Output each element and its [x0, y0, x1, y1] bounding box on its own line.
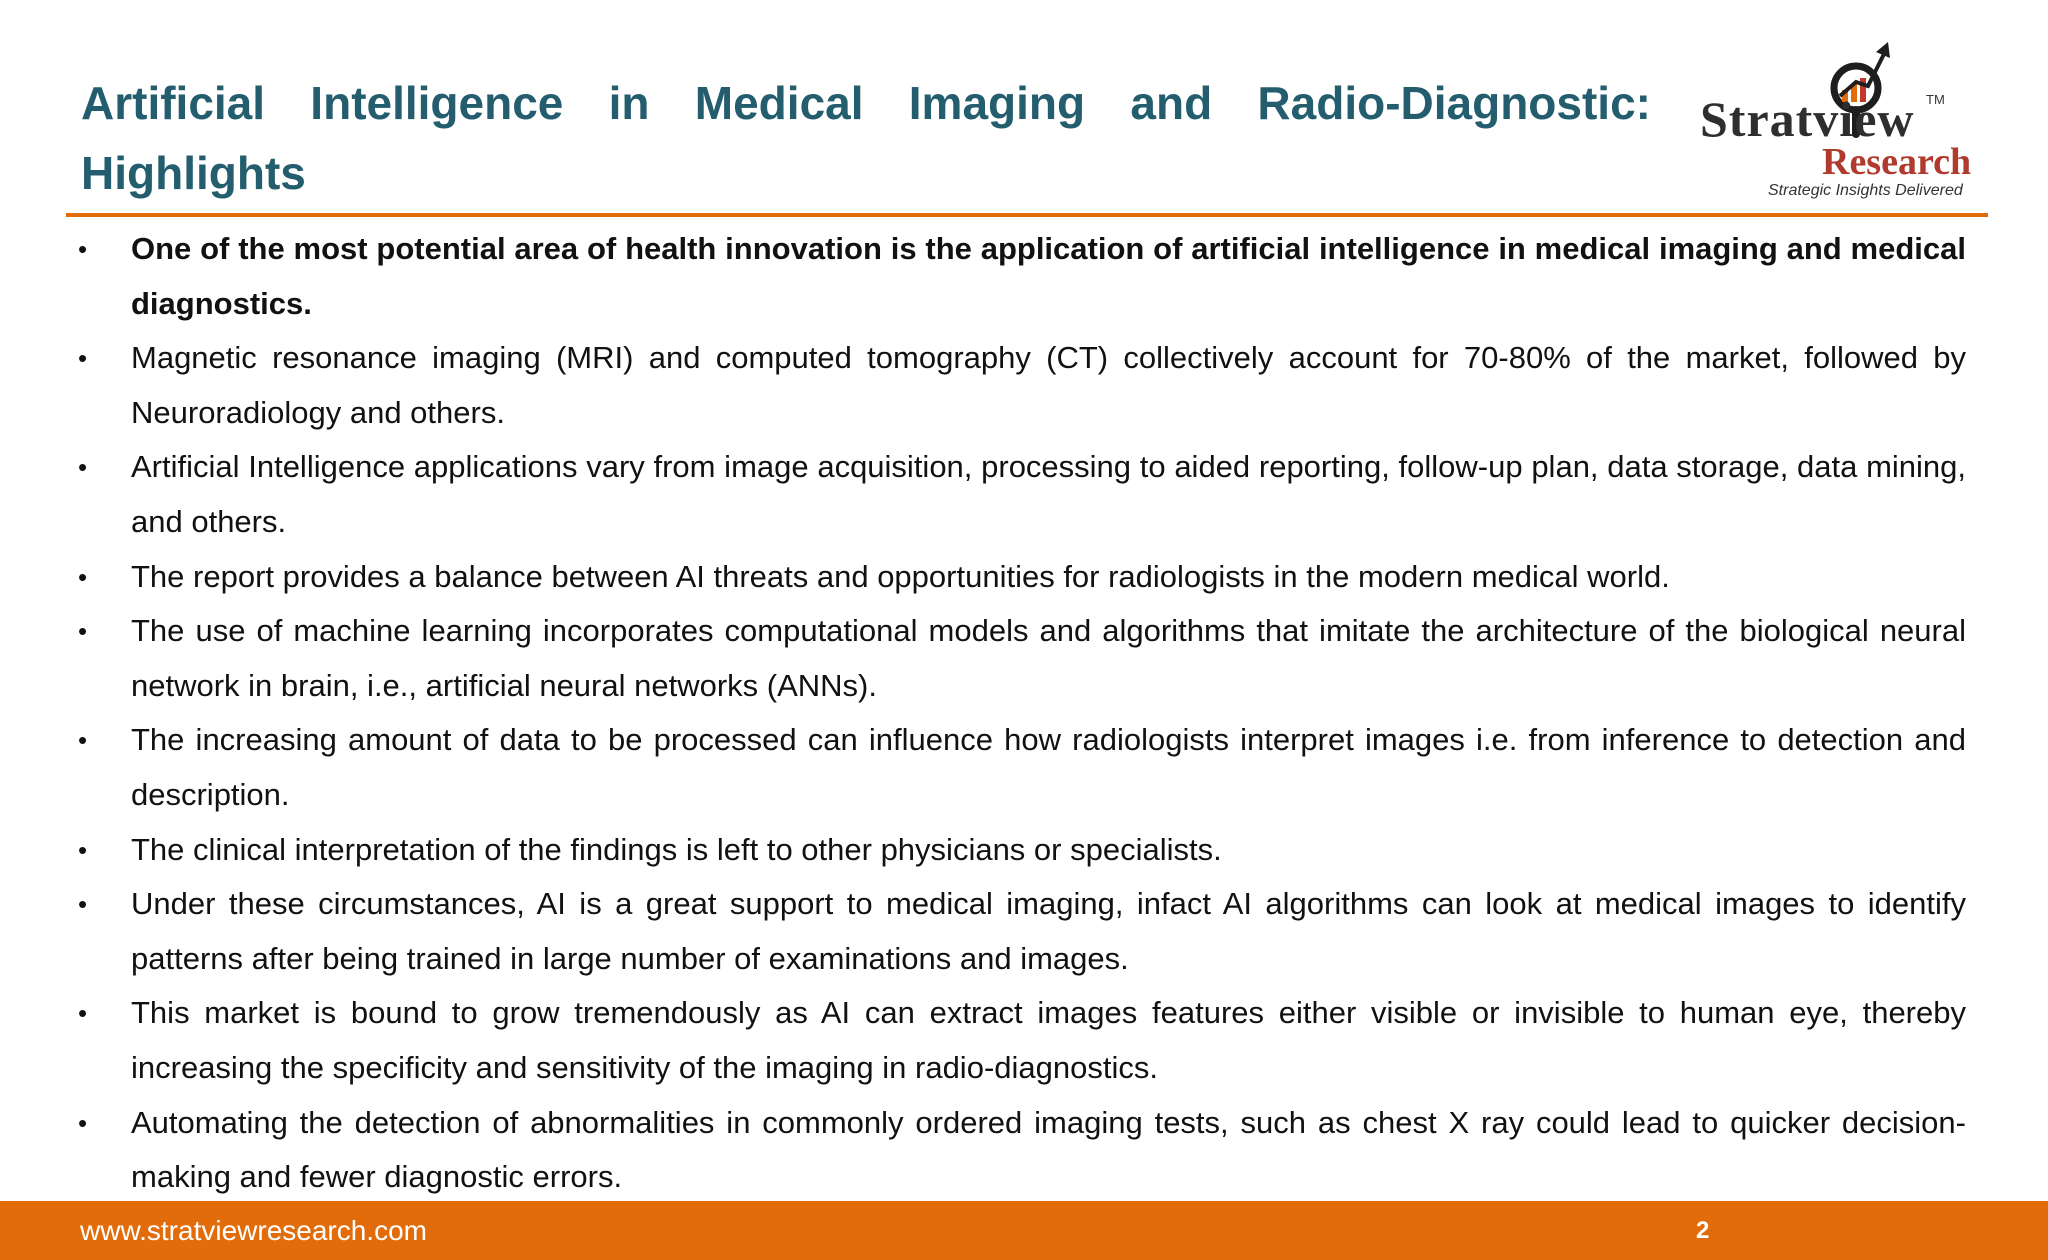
- bullet-icon: •: [78, 834, 88, 865]
- bullet-icon: •: [78, 452, 88, 483]
- list-item-text: The increasing amount of data to be processed can influence how radiologists interpret images i.e. from inference to detection and description.: [131, 722, 1966, 812]
- list-item-text: This market is bound to grow tremendously as AI can extract images features either visible or invisible to human eye, thereby increasing the specificity and sensitivity of the imaging in radio-diagnostics.: [131, 995, 1966, 1085]
- bullet-icon: •: [78, 889, 88, 920]
- logo-name-sub: Research: [1822, 141, 1972, 183]
- list-item: [78, 823, 1966, 878]
- list-item-text: The use of machine learning incorporates computational models and algorithms that imitate the architecture of the biological neural network in brain, i.e., artificial neural networks (ANNs).: [131, 613, 1966, 703]
- bullet-icon: •: [78, 343, 88, 374]
- footer-website-link[interactable]: www.stratviewresearch.com: [80, 1215, 427, 1246]
- list-item-text: Automating the detection of abnormalities in commonly ordered imaging tests, such as chest X ray could lead to quicker decision-making and fewer diagnostic errors.: [131, 1104, 1966, 1195]
- bullet-icon: •: [78, 1107, 88, 1138]
- list-item-text: Under these circumstances, AI is a great support to medical imaging, infact AI algorithms can look at medical images to identify patterns after being trained in large number of examinations and images.: [131, 886, 1966, 976]
- list-item: [78, 986, 1966, 1095]
- page-number: 2: [1696, 1217, 1710, 1244]
- list-item: [78, 877, 1966, 986]
- logo-name-main: Stratview: [1700, 91, 1915, 147]
- list-item: [78, 550, 1966, 605]
- highlights-list: [78, 222, 1966, 1205]
- bullet-icon: •: [78, 561, 88, 592]
- stratview-logo: [1690, 38, 1990, 208]
- footer-bar: [0, 1201, 2048, 1260]
- bullet-icon: •: [78, 234, 88, 264]
- list-item: [78, 440, 1966, 549]
- list-item-text: The report provides a balance between AI threats and opportunities for radiologists in the modern medical world.: [131, 558, 1670, 594]
- list-item: [78, 331, 1966, 440]
- list-item: [78, 604, 1966, 713]
- logo-tagline: Strategic Insights Delivered: [1768, 182, 1963, 199]
- list-item: [78, 1096, 1966, 1205]
- bullet-icon: •: [78, 998, 88, 1029]
- list-item-text: The clinical interpretation of the findings is left to other physicians or specialists.: [131, 831, 1222, 867]
- list-item-text: Magnetic resonance imaging (MRI) and computed tomography (CT) collectively account for 70-80% of the market, followed by Neuroradiology and others.: [131, 340, 1966, 430]
- bullet-icon: •: [78, 725, 88, 756]
- slide-title: Artificial Intelligence in Medical Imaging and Radio-Diagnostic: Highlights: [81, 77, 1651, 199]
- list-item: [78, 222, 1966, 331]
- title-divider: [66, 213, 1988, 217]
- logo-trademark: TM: [1926, 92, 1945, 107]
- list-item: [78, 713, 1966, 822]
- list-item-text: Artificial Intelligence applications vary from image acquisition, processing to aided reporting, follow-up plan, data storage, data mining, and others.: [131, 449, 1966, 539]
- list-item-text: One of the most potential area of health innovation is the application of artificial intelligence in medical imaging and medical diagnostics.: [131, 231, 1966, 321]
- bullet-icon: •: [78, 616, 88, 647]
